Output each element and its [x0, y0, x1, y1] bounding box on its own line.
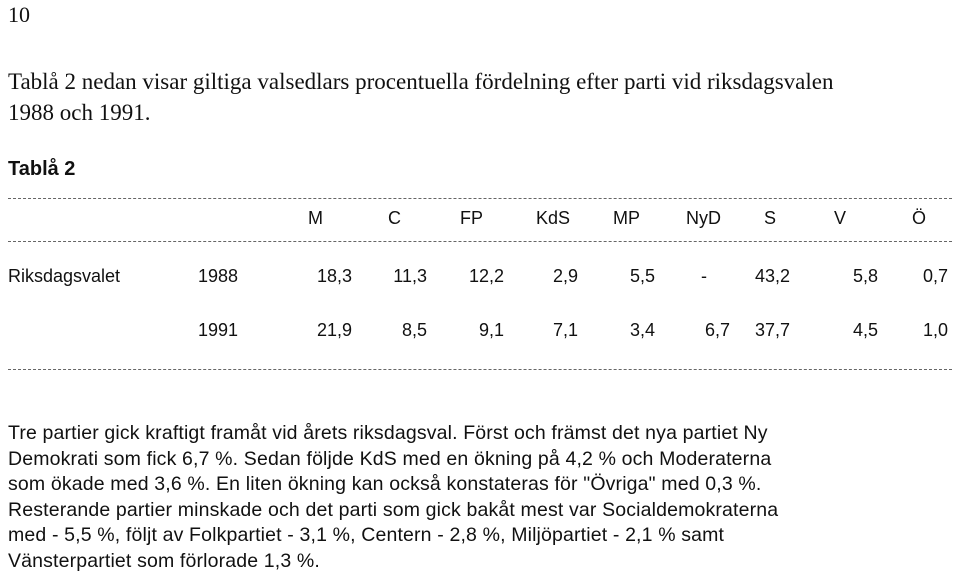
cell-1991-s: 37,7 — [754, 320, 790, 340]
header-o: Ö — [912, 208, 927, 228]
cell-1991-kds: 7,1 — [552, 320, 578, 340]
header-v: V — [834, 208, 847, 228]
body-line: Resterande partier minskade och det parti som gick bakåt mest var Socialdemokraterna — [8, 498, 779, 521]
body-paragraph — [8, 421, 958, 575]
cell-1988-m: 18,3 — [316, 266, 352, 286]
body-line: med - 5,5 %, följt av Folkpartiet - 3,1 %, Centern - 2,8 %, Miljöpartiet - 2,1 % samt — [8, 524, 725, 547]
intro-paragraph — [8, 66, 953, 128]
cell-1991-o: 1,0 — [922, 320, 948, 340]
header-s: S — [764, 208, 777, 228]
table-top-rule — [8, 198, 952, 199]
body-line: Vänsterpartiet som förlorade 1,3 %. — [8, 549, 320, 572]
table-header-rule — [8, 241, 952, 242]
cell-1991-fp: 9,1 — [478, 320, 504, 340]
table-bottom-rule — [8, 369, 952, 370]
header-kds: KdS — [536, 208, 571, 228]
cell-1991-c: 8,5 — [401, 320, 427, 340]
cell-1988-fp: 12,2 — [468, 266, 504, 286]
row-year-1991: 1991 — [198, 320, 239, 340]
cell-1988-mp: 5,5 — [629, 266, 655, 286]
header-c: C — [388, 208, 401, 228]
cell-1988-c: 11,3 — [393, 266, 427, 286]
cell-1991-m: 21,9 — [316, 320, 352, 340]
cell-1988-v: 5,8 — [852, 266, 878, 286]
header-mp: MP — [613, 208, 640, 228]
table-caption: Tablå 2 — [8, 158, 76, 180]
cell-1991-mp: 3,4 — [629, 320, 655, 340]
row-year-1988: 1988 — [198, 266, 239, 286]
body-line: som ökade med 3,6 %. En liten ökning kan också konstateras för "Övriga" med 0,3 %. — [8, 473, 762, 496]
cell-1991-nyd: 6,7 — [704, 320, 730, 340]
header-fp: FP — [460, 208, 484, 228]
cell-1991-v: 4,5 — [852, 320, 878, 340]
page-number: 10 — [8, 2, 30, 27]
intro-line: 1988 och 1991. — [8, 100, 151, 125]
row-label: Riksdagsvalet — [8, 266, 121, 286]
cell-1988-o: 0,7 — [922, 266, 948, 286]
cell-1988-kds: 2,9 — [552, 266, 578, 286]
cell-1988-s: 43,2 — [754, 266, 790, 286]
header-nyd: NyD — [686, 208, 721, 228]
cell-1988-nyd: - — [701, 266, 707, 286]
intro-line: Tablå 2 nedan visar giltiga valsedlars procentuella fördelning efter parti vid riksdagsvalen — [8, 69, 834, 94]
body-line: Demokrati som fick 6,7 %. Sedan följde KdS med en ökning på 4,2 % och Moderaterna — [8, 447, 772, 470]
header-m: M — [308, 208, 323, 228]
body-line: Tre partier gick kraftigt framåt vid årets riksdagsval. Först och främst det nya partiet Ny — [8, 422, 768, 444]
